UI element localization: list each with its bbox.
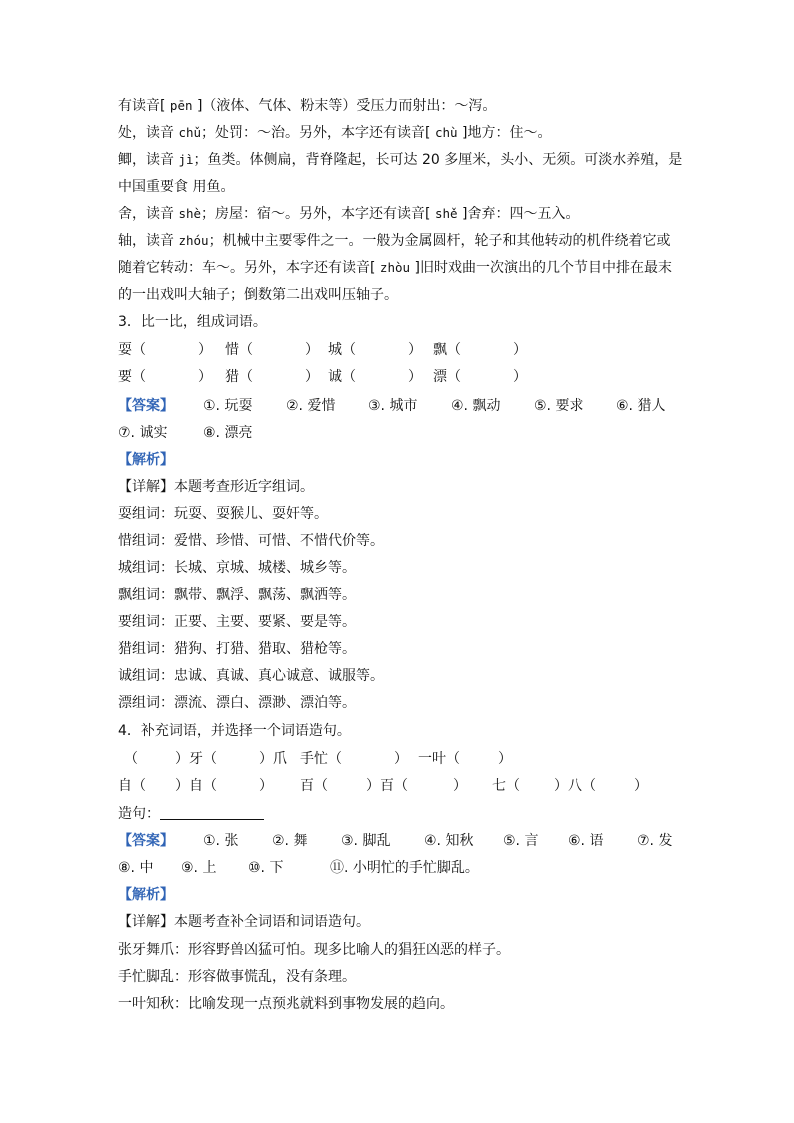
def-pen: 有读音[ pēn ]（液体、气体、粉末等）受压力而射出：～泻。 <box>118 98 497 114</box>
def-ji-cont: 中国重要食 用鱼。 <box>118 179 235 195</box>
def-chu: 处，读音 chǔ；处罚：～治。另外，本字还有读音[ chù ]地方：住～。 <box>118 125 552 141</box>
q3-detail-line: 城组词：长城、京城、城楼、城乡等。 <box>118 560 356 576</box>
q4-detail: 【详解】本题考查补全词语和词语造句。 <box>118 914 370 930</box>
q3-detail-line: 诚组词：忠诚、真诚、真心诚意、诚服等。 <box>118 668 384 684</box>
q4-detail-line: 手忙脚乱：形容做事慌乱，没有条理。 <box>118 969 356 985</box>
analysis-tag: 【解析】 <box>118 452 174 468</box>
q3-title: 3．比一比，组成词语。 <box>118 314 267 330</box>
q3-answer-line-2: ⑦. 诚实 ⑧. 漂亮 <box>118 425 253 441</box>
def-she: 舍，读音 shè；房屋：宿～。另外，本字还有读音[ shě ]舍弃：四～五入。 <box>118 206 580 222</box>
q3-detail-line: 飘组词：飘带、飘浮、飘荡、飘洒等。 <box>118 587 356 603</box>
q4-detail-line: 张牙舞爪：形容野兽凶猛可怕。现多比喻人的猖狂凶恶的样子。 <box>118 942 510 958</box>
answer-tag: 【答案】 <box>118 833 174 849</box>
def-zhou: 轴，读音 zhóu；机械中主要零件之一。一般为金属圆杆，轮子和其他转动的机件绕着它或 <box>118 233 671 249</box>
q3-detail-line: 猎组词：猎狗、打猎、猎取、猎枪等。 <box>118 641 356 657</box>
q4-title: 4．补充词语，并选择一个词语造句。 <box>118 723 351 739</box>
def-zhou-end: 的一出戏叫大轴子；倒数第二出戏叫压轴子。 <box>118 287 398 303</box>
q4-answer-line: 【答案】 ①. 张 ②. 舞 ③. 脚乱 ④. 知秋 ⑤. 言 ⑥. 语 ⑦. 发 <box>118 833 673 849</box>
q3-detail-line: 要组词：正要、主要、要紧、要是等。 <box>118 614 356 630</box>
q4-row-2: 自（ ）自（ ） 百（ ）百（ ） 七（ ）八（ ） <box>118 778 648 794</box>
q3-detail: 【详解】本题考查形近字组词。 <box>118 479 314 495</box>
q3-detail-line: 漂组词：漂流、漂白、漂渺、漂泊等。 <box>118 695 356 711</box>
q4-sentence-prompt: 造句： <box>118 804 264 824</box>
def-zhou-cont: 随着它转动：车～。另外，本字还有读音[ zhòu ]旧时戏曲一次演出的几个节目中排在最末 <box>118 260 672 276</box>
q4-answer-line-2: ⑧. 中 ⑨. 上 ⑩. 下 ⑪. 小明忙的手忙脚乱。 <box>118 860 479 876</box>
q3-row-1: 耍（ ） 惜（ ） 城（ ） 飘（ ） <box>118 342 527 358</box>
analysis-tag: 【解析】 <box>118 887 174 903</box>
def-ji: 鲫，读音 jì；鱼类。体侧扁，背脊隆起，长可达 20 多厘米，头小、无须。可淡水养殖，是 <box>118 152 683 168</box>
answer-tag: 【答案】 <box>118 398 174 414</box>
sentence-blank[interactable] <box>160 805 264 820</box>
q3-row-2: 要（ ） 猎（ ） 诚（ ） 漂（ ） <box>118 369 527 385</box>
q3-answer-line: 【答案】 ①. 玩耍 ②. 爱惜 ③. 城市 ④. 飘动 ⑤. 要求 ⑥. 猎人 <box>118 398 666 414</box>
q4-row-1: （ ）牙（ ）爪 手忙（ ） 一叶（ ） <box>124 751 512 767</box>
q3-detail-line: 耍组词：玩耍、耍猴儿、耍奸等。 <box>118 506 328 522</box>
q3-detail-line: 惜组词：爱惜、珍惜、可惜、不惜代价等。 <box>118 533 384 549</box>
q4-detail-line: 一叶知秋：比喻发现一点预兆就料到事物发展的趋向。 <box>118 996 454 1012</box>
